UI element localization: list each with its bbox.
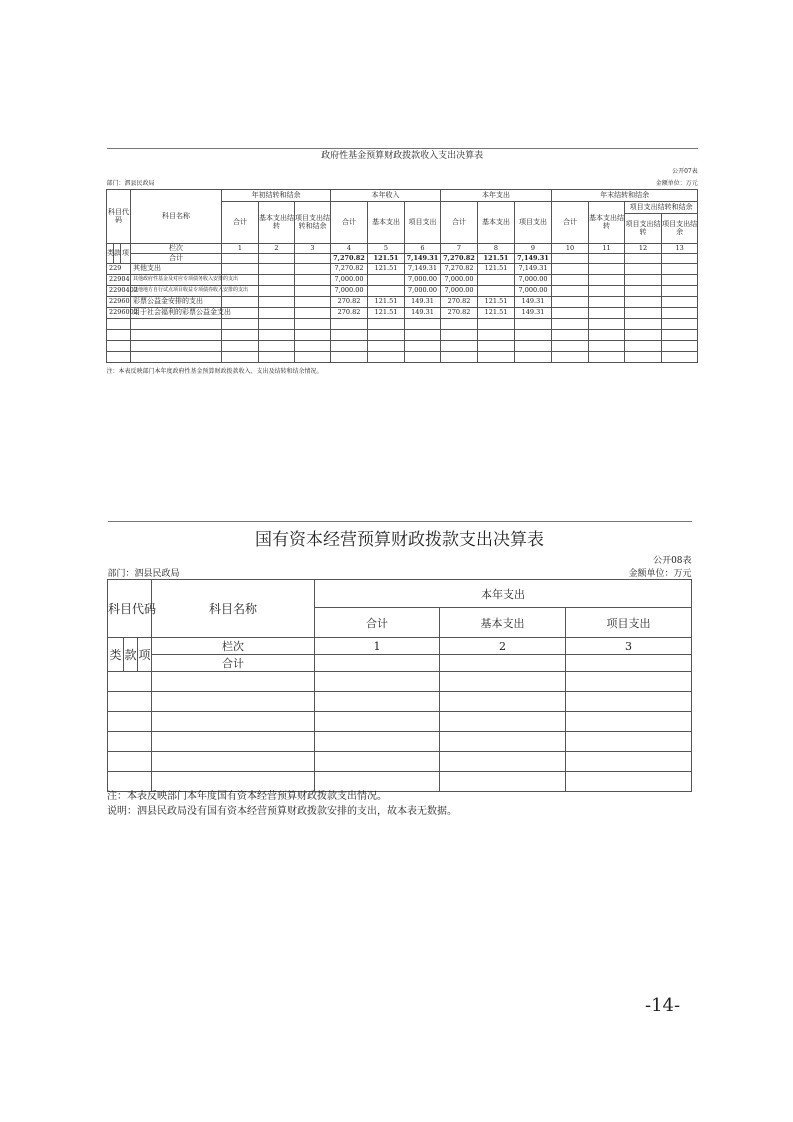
table1-cell: 121.51 — [368, 264, 405, 275]
table2-header-kuan: 款 — [124, 638, 138, 672]
table-row — [107, 264, 698, 275]
table1-cell: 149.31 — [405, 297, 441, 308]
table-row — [107, 308, 698, 319]
table1-col-number: 2 — [259, 244, 295, 254]
table1-cell — [478, 275, 515, 286]
table2-header-basic: 基本支出 — [440, 608, 566, 638]
table1-title: 政府性基金预算财政拨款收入支出决算表 — [107, 149, 698, 166]
table-row — [107, 275, 698, 286]
table1-cell: 7,270.82 — [331, 264, 368, 275]
table2-header-xiang: 项 — [138, 638, 152, 672]
table1-cell — [368, 275, 405, 286]
table1-department: 部门：泗县民政局 — [107, 179, 368, 190]
table1-col-number: 1 — [222, 244, 259, 254]
table1-col-number: 9 — [515, 244, 552, 254]
table1-header-expense-basic: 基本支出 — [478, 202, 515, 244]
table1-total-label: 合计 — [131, 254, 222, 264]
table1-col-number: 5 — [368, 244, 405, 254]
table1-header-prev-balance: 年初结转和结余 — [222, 190, 331, 202]
table1-header-project-balance-sub: 项目支出结余 — [662, 214, 698, 244]
table1-code: 2296002 — [107, 308, 131, 319]
table-row — [107, 341, 698, 352]
table2-header-subject-code: 科目代码 — [108, 580, 152, 638]
table1-code: 2290402 — [107, 286, 131, 297]
table1-cell: 7,149.31 — [405, 264, 441, 275]
table1-header-xiang: 项 — [121, 244, 131, 264]
table2-header-total: 合计 — [315, 608, 440, 638]
table1-cell: 149.31 — [405, 308, 441, 319]
table1-header-project-carry: 项目支出结转和结余 — [295, 202, 331, 244]
table1-col-number: 3 — [295, 244, 331, 254]
table1-col-number: 11 — [589, 244, 625, 254]
table1-cell: 7,000.00 — [515, 286, 552, 297]
table2-header-subject-name: 科目名称 — [152, 580, 315, 638]
table1-cell: 121.51 — [368, 297, 405, 308]
table1-header-expense-project: 项目支出 — [515, 202, 552, 244]
table1-col-number: 10 — [552, 244, 589, 254]
table-row — [108, 672, 692, 692]
table1-col-number: 4 — [331, 244, 368, 254]
table2-notes — [107, 789, 457, 819]
table1-header-income-project: 项目支出 — [405, 202, 441, 244]
table2-form-number: 公开08表 — [653, 555, 692, 566]
table-row — [107, 330, 698, 341]
table1-cell: 270.82 — [331, 308, 368, 319]
table1-col-number: 6 — [405, 244, 441, 254]
table2-header-project: 项目支出 — [566, 608, 692, 638]
table1-cell: 149.31 — [515, 308, 552, 319]
table1-col-number: 13 — [662, 244, 698, 254]
table1-cell: 7,000.00 — [441, 286, 478, 297]
table-row — [108, 752, 692, 772]
table1-col-number: 12 — [625, 244, 662, 254]
table1-cell: 149.31 — [515, 297, 552, 308]
table2-total-label: 合计 — [152, 655, 315, 672]
table1-col-number: 7 — [441, 244, 478, 254]
table1-name: 其他地方自行试点项目收益专项债券收入安排的支出 — [131, 286, 222, 297]
table2-header-year-exp: 本年支出 — [315, 580, 692, 608]
table1-cell: 7,000.00 — [441, 275, 478, 286]
table1-code: 22960 — [107, 297, 131, 308]
table1-cell: 7,000.00 — [405, 286, 441, 297]
table2-title: 国有资本经营预算财政拨款支出决算表 — [108, 522, 692, 553]
table1-header-project-carry-sub: 项目支出结转 — [625, 214, 662, 244]
table1-header-basic-carry: 基本支出结转 — [259, 202, 295, 244]
state-capital-table — [107, 521, 692, 817]
table1-cell: 7,000.00 — [405, 275, 441, 286]
table1-header-end-balance: 年末结转和结余 — [552, 190, 698, 202]
table1-header-subject-name: 科目名称 — [131, 190, 222, 244]
table-row — [107, 352, 698, 363]
table1-header-income-basic: 基本支出 — [368, 202, 405, 244]
table1-cell: 7,270.82 — [441, 264, 478, 275]
table1-header-expense: 本年支出 — [441, 190, 552, 202]
table1-header-project-subgroup: 项目支出结转和结余 — [625, 202, 698, 214]
table1-cell: 270.82 — [441, 308, 478, 319]
table2-col-number: 1 — [315, 638, 440, 655]
table1-cell: 121.51 — [478, 264, 515, 275]
table2-note: 注：本表反映部门本年度国有资本经营预算财政拨款支出情况。 — [107, 791, 387, 802]
table1-total-cell: 7,270.82 — [441, 254, 478, 264]
table1-cell: 7,000.00 — [515, 275, 552, 286]
table1-cell: 121.51 — [478, 308, 515, 319]
government-fund-table — [106, 148, 698, 381]
table1-unit: 金额单位：万元 — [368, 179, 698, 190]
table1-code: 229 — [107, 264, 131, 275]
table1-header-expense-total: 合计 — [441, 202, 478, 244]
table1-total-cell: 121.51 — [478, 254, 515, 264]
table-row — [108, 692, 692, 712]
table1-form-number: 公开07表 — [672, 167, 698, 175]
table1-header-total: 合计 — [222, 202, 259, 244]
table-row — [108, 732, 692, 752]
table2-explanation: 说明：泗县民政局没有国有资本经营预算财政拨款安排的支出，故本表无数据。 — [107, 806, 457, 817]
table1-total-row — [107, 254, 698, 264]
table1-name: 其他支出 — [131, 264, 222, 275]
table1-cell — [368, 286, 405, 297]
table1-cell: 7,149.31 — [515, 264, 552, 275]
table1-header-end-basic: 基本支出结转 — [589, 202, 625, 244]
table2-header-lei: 类 — [108, 638, 124, 672]
table-row — [107, 286, 698, 297]
table1-note: 注：本表反映部门本年度政府性基金预算财政拨款收入、支出及结转和结余情况。 — [106, 367, 323, 375]
table2-total-row — [108, 655, 692, 672]
table1-cell — [478, 286, 515, 297]
table1-cell: 121.51 — [478, 297, 515, 308]
table-row — [107, 319, 698, 330]
table1-col-number: 8 — [478, 244, 515, 254]
table1-header-income: 本年收入 — [331, 190, 441, 202]
table1-total-cell: 7,149.31 — [515, 254, 552, 264]
table2-unit: 金额单位：万元 — [315, 566, 692, 580]
table1-header-kuan: 款 — [114, 244, 121, 264]
table1-total-cell: 121.51 — [368, 254, 405, 264]
table2-col-number: 3 — [566, 638, 692, 655]
table2-col-number: 2 — [440, 638, 566, 655]
table1-cell: 7,000.00 — [331, 275, 368, 286]
table1-cell: 121.51 — [368, 308, 405, 319]
page-number: -14- — [645, 995, 681, 1016]
table1-header-end-total: 合计 — [552, 202, 589, 244]
table1-code: 22904 — [107, 275, 131, 286]
table1-total-cell: 7,149.31 — [405, 254, 441, 264]
table1-total-cell: 7,270.82 — [331, 254, 368, 264]
table1-header-lei: 类 — [107, 244, 114, 264]
table1-name: 其他政府性基金及对应专项债务收入安排的支出 — [131, 275, 222, 286]
table1-header-income-total: 合计 — [331, 202, 368, 244]
table1-cell: 7,000.00 — [331, 286, 368, 297]
table1-lanci: 栏次 — [131, 244, 222, 254]
table1-name: 彩票公益金安排的支出 — [131, 297, 222, 308]
table1-name: 用于社会福利的彩票公益金支出 — [131, 308, 222, 319]
table-row — [107, 297, 698, 308]
table1-header-subject-code: 科目代码 — [107, 190, 131, 244]
table-row — [108, 712, 692, 732]
table1-cell: 270.82 — [331, 297, 368, 308]
table1-cell: 270.82 — [441, 297, 478, 308]
table2-department: 部门：泗县民政局 — [108, 566, 315, 580]
table2-lanci: 栏次 — [152, 638, 315, 655]
